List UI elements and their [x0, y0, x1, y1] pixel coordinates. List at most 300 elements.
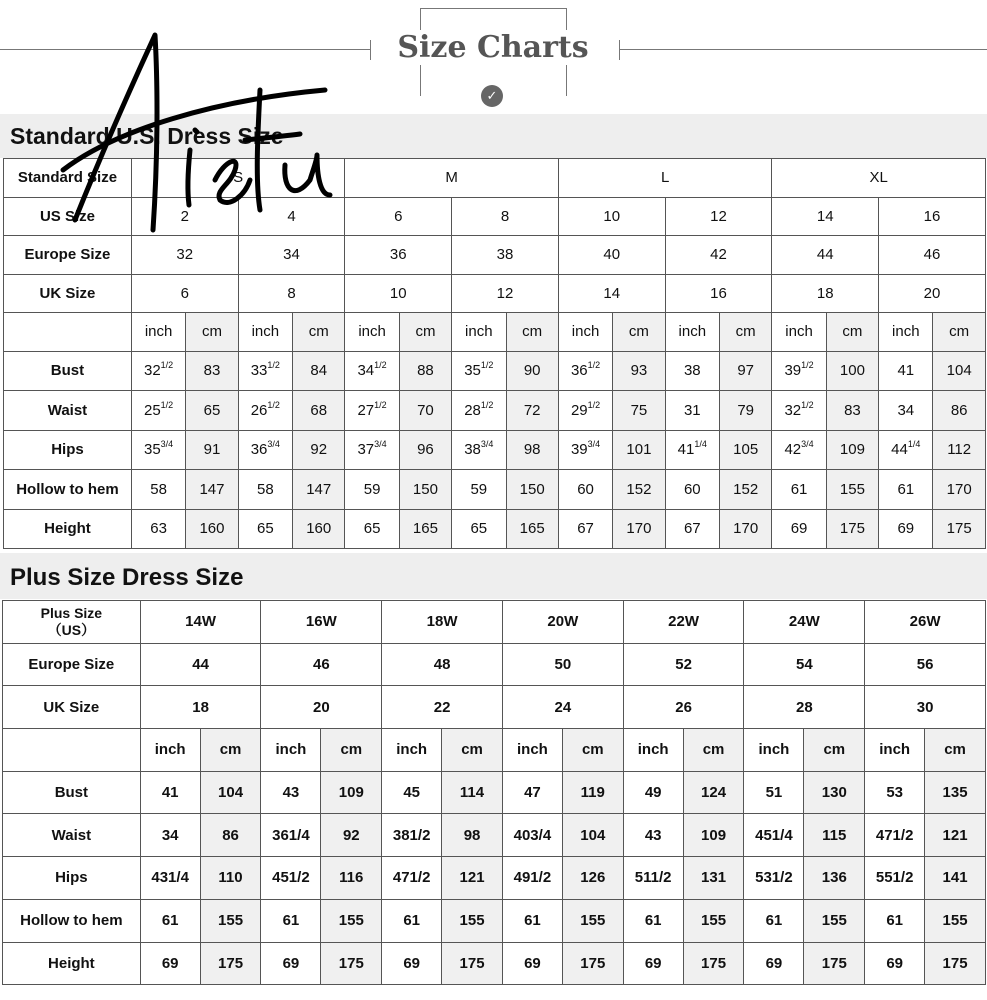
plus-uk-size-value: 18: [140, 686, 261, 729]
unit-cm-header: cm: [321, 729, 382, 772]
cm-value: 155: [683, 899, 744, 942]
cm-value: 104: [200, 771, 261, 814]
cm-value: 170: [933, 470, 985, 510]
standard-size-row: [4, 159, 986, 198]
inch-value: [452, 430, 506, 470]
inch-value: 431/4: [140, 857, 200, 900]
unit-cm-header: cm: [506, 313, 558, 352]
inch-value: [665, 351, 719, 391]
inch-value: [238, 430, 292, 470]
cm-value: 155: [562, 899, 623, 942]
cm-value: 175: [442, 942, 503, 985]
inch-whole: 39: [784, 362, 802, 380]
measure-label: Height: [4, 509, 132, 549]
plus-measure-row-hollow-to-hem: [3, 899, 986, 942]
cm-value: 175: [321, 942, 382, 985]
inch-whole: 38: [683, 362, 701, 380]
europe-size-value: 34: [238, 236, 345, 275]
cm-value: 83: [826, 391, 878, 431]
cm-value: 175: [200, 942, 261, 985]
cm-value: 126: [562, 857, 623, 900]
inch-value: [665, 391, 719, 431]
cm-value: 96: [399, 430, 451, 470]
plus-uk-size-row: [3, 686, 986, 729]
inch-value: [558, 391, 612, 431]
inch-value: [772, 470, 826, 510]
inch-value: [131, 430, 185, 470]
inch-whole: 44: [891, 441, 908, 459]
inch-whole: 34: [897, 401, 915, 419]
plus-europe-size-value: 48: [382, 643, 503, 686]
cm-value: 155: [442, 899, 503, 942]
inch-whole: 32: [784, 401, 802, 419]
cm-value: 175: [804, 942, 865, 985]
inch-value: [879, 509, 933, 549]
us-size-value: 8: [452, 197, 559, 236]
cm-value: 160: [293, 509, 345, 549]
cm-value: 75: [613, 391, 665, 431]
standard-size-label: Standard Size: [4, 159, 132, 198]
europe-size-value: 38: [452, 236, 559, 275]
cm-value: 92: [293, 430, 345, 470]
europe-size-value: 46: [879, 236, 986, 275]
inch-fraction: 3/4: [587, 439, 601, 450]
unit-cm-header: cm: [442, 729, 503, 772]
plus-europe-size-value: 52: [623, 643, 744, 686]
page-title: Size Charts: [376, 30, 610, 65]
inch-value: 51: [744, 771, 804, 814]
inch-fraction: 1/2: [480, 360, 494, 371]
cm-value: 98: [506, 430, 558, 470]
unit-cm-header: cm: [826, 313, 878, 352]
us-size-value: 4: [238, 197, 345, 236]
unit-cm-header: cm: [186, 313, 238, 352]
plus-us-size-value: 20W: [502, 601, 623, 644]
inch-whole: 58: [256, 480, 274, 498]
measure-label: Hollow to hem: [3, 899, 141, 942]
inch-value: [345, 470, 399, 510]
cm-value: 155: [826, 470, 878, 510]
unit-inch-header: inch: [238, 313, 292, 352]
unit-cm-header: cm: [925, 729, 986, 772]
inch-fraction: 1/2: [374, 360, 387, 371]
plus-uk-size-value: 30: [865, 686, 986, 729]
inch-fraction: 3/4: [374, 439, 387, 450]
inch-value: [238, 391, 292, 431]
inch-value: 61: [140, 899, 200, 942]
cm-value: 86: [200, 814, 261, 857]
inch-value: [345, 351, 399, 391]
cm-value: 131: [683, 857, 744, 900]
measure-label: Hollow to hem: [4, 470, 132, 510]
unit-cm-header: cm: [200, 729, 261, 772]
inch-whole: 60: [683, 480, 701, 498]
unit-inch-header: inch: [558, 313, 612, 352]
unit-cm-header: cm: [399, 313, 451, 352]
inch-whole: 67: [683, 520, 701, 538]
plus-size-label-line1: Plus Size: [40, 604, 103, 621]
cm-value: 121: [925, 814, 986, 857]
inch-value: [772, 351, 826, 391]
cm-value: 68: [293, 391, 345, 431]
plus-size-label-line2: （US）: [47, 621, 96, 638]
inch-whole: 65: [363, 520, 381, 538]
plus-us-size-value: 26W: [865, 601, 986, 644]
unit-inch-header: inch: [865, 729, 925, 772]
inch-fraction: 1/4: [694, 439, 707, 450]
inch-value: [665, 430, 719, 470]
cm-value: 155: [200, 899, 261, 942]
unit-inch-header: inch: [665, 313, 719, 352]
inch-value: [131, 470, 185, 510]
cm-value: 84: [293, 351, 345, 391]
unit-inch-header: inch: [452, 313, 506, 352]
cm-value: 175: [683, 942, 744, 985]
inch-fraction: 3/4: [160, 439, 174, 450]
measure-label: Hips: [4, 430, 132, 470]
inch-whole: 59: [363, 480, 381, 498]
uk-size-value: 6: [131, 274, 238, 313]
unit-cm-header: cm: [293, 313, 345, 352]
inch-whole: 37: [357, 441, 375, 459]
inch-value: 69: [623, 942, 683, 985]
cm-value: 152: [719, 470, 771, 510]
cm-value: 105: [719, 430, 771, 470]
plus-us-size-value: 14W: [140, 601, 261, 644]
unit-cm-header: cm: [719, 313, 771, 352]
inch-whole: 35: [464, 362, 481, 380]
plus-us-size-value: 16W: [261, 601, 382, 644]
europe-size-row: [4, 236, 986, 275]
inch-whole: 65: [256, 520, 274, 538]
inch-value: 491/2: [502, 857, 562, 900]
cm-value: 165: [506, 509, 558, 549]
inch-whole: 36: [250, 441, 268, 459]
inch-value: 403/4: [502, 814, 562, 857]
us-size-value: 14: [772, 197, 879, 236]
inch-value: 69: [502, 942, 562, 985]
unit-cm-header: cm: [933, 313, 985, 352]
europe-size-value: 42: [665, 236, 772, 275]
inch-value: 69: [865, 942, 925, 985]
us-size-value: 16: [879, 197, 986, 236]
uk-size-value: 14: [558, 274, 665, 313]
cm-value: 91: [186, 430, 238, 470]
cm-value: 114: [442, 771, 503, 814]
cm-value: 175: [562, 942, 623, 985]
unit-header-blank: [3, 729, 141, 772]
cm-value: 170: [613, 509, 665, 549]
inch-fraction: 1/4: [907, 439, 921, 450]
inch-fraction: 1/2: [801, 360, 814, 371]
cm-value: 141: [925, 857, 986, 900]
plus-us-size-value: 18W: [382, 601, 503, 644]
chevron-down-icon: ✓: [481, 85, 503, 107]
inch-fraction: 1/2: [267, 399, 280, 410]
inch-value: 471/2: [382, 857, 442, 900]
cm-value: 124: [683, 771, 744, 814]
cm-value: 93: [613, 351, 665, 391]
inch-value: [558, 430, 612, 470]
inch-value: [772, 509, 826, 549]
unit-inch-header: inch: [502, 729, 562, 772]
plus-europe-size-row: [3, 643, 986, 686]
plus-europe-size-value: 44: [140, 643, 261, 686]
inch-fraction: 1/2: [801, 399, 814, 410]
cm-value: 79: [719, 391, 771, 431]
inch-value: 471/2: [865, 814, 925, 857]
plus-uk-size-label: UK Size: [3, 686, 141, 729]
cm-value: 109: [826, 430, 878, 470]
inch-value: [879, 470, 933, 510]
unit-inch-header: inch: [261, 729, 321, 772]
inch-whole: 59: [470, 480, 488, 498]
standard-size-table: [3, 158, 986, 549]
cm-value: 104: [562, 814, 623, 857]
measure-label: Bust: [3, 771, 141, 814]
measure-row-bust: [4, 351, 986, 391]
uk-size-value: 10: [345, 274, 452, 313]
inch-value: 511/2: [623, 857, 683, 900]
inch-value: 43: [623, 814, 683, 857]
europe-size-label: Europe Size: [4, 236, 132, 275]
cm-value: 135: [925, 771, 986, 814]
uk-size-value: 16: [665, 274, 772, 313]
size-group-m: M: [345, 159, 558, 198]
inch-whole: 61: [897, 480, 915, 498]
measure-row-hips: [4, 430, 986, 470]
inch-whole: 25: [143, 401, 161, 419]
cm-value: 160: [186, 509, 238, 549]
plus-size-us-label: [3, 601, 141, 644]
inch-whole: 32: [143, 362, 161, 380]
inch-value: 43: [261, 771, 321, 814]
europe-size-value: 40: [558, 236, 665, 275]
inch-value: 69: [382, 942, 442, 985]
inch-value: 61: [623, 899, 683, 942]
inch-value: [879, 430, 933, 470]
plus-us-size-row: [3, 601, 986, 644]
inch-value: 45: [382, 771, 442, 814]
inch-whole: 67: [577, 520, 594, 538]
uk-size-value: 20: [879, 274, 986, 313]
cm-value: 109: [321, 771, 382, 814]
measure-label: Waist: [3, 814, 141, 857]
inch-whole: 58: [150, 480, 167, 498]
inch-value: [879, 391, 933, 431]
cm-value: 110: [200, 857, 261, 900]
inch-value: 451/4: [744, 814, 804, 857]
inch-fraction: 1/2: [480, 399, 494, 410]
size-group-xl: XL: [772, 159, 986, 198]
inch-value: [452, 470, 506, 510]
plus-measure-row-hips: [3, 857, 986, 900]
measure-label: Bust: [4, 351, 132, 391]
plus-unit-header-row: [3, 729, 986, 772]
plus-europe-size-value: 56: [865, 643, 986, 686]
measure-row-hollow-to-hem: [4, 470, 986, 510]
inch-value: 361/4: [261, 814, 321, 857]
plus-measure-row-height: [3, 942, 986, 985]
inch-value: 47: [502, 771, 562, 814]
unit-inch-header: inch: [382, 729, 442, 772]
inch-fraction: 3/4: [801, 439, 814, 450]
inch-value: 34: [140, 814, 200, 857]
unit-inch-header: inch: [772, 313, 826, 352]
inch-fraction: 1/2: [160, 360, 174, 371]
cm-value: 70: [399, 391, 451, 431]
inch-value: [665, 470, 719, 510]
plus-us-size-value: 24W: [744, 601, 865, 644]
inch-fraction: 1/2: [587, 399, 601, 410]
inch-value: [558, 509, 612, 549]
cm-value: 98: [442, 814, 503, 857]
inch-fraction: 1/2: [587, 360, 601, 371]
inch-whole: 69: [897, 520, 915, 538]
size-group-s: S: [131, 159, 344, 198]
uk-size-value: 8: [238, 274, 345, 313]
inch-value: 49: [623, 771, 683, 814]
cm-value: 170: [719, 509, 771, 549]
inch-whole: 69: [790, 520, 808, 538]
inch-value: 69: [140, 942, 200, 985]
inch-value: [238, 509, 292, 549]
us-size-value: 6: [345, 197, 452, 236]
inch-whole: 35: [143, 441, 161, 459]
unit-inch-header: inch: [623, 729, 683, 772]
us-size-row: [4, 197, 986, 236]
cm-value: 121: [442, 857, 503, 900]
europe-size-value: 44: [772, 236, 879, 275]
cm-value: 83: [186, 351, 238, 391]
inch-value: [131, 509, 185, 549]
plus-uk-size-value: 24: [502, 686, 623, 729]
measure-label: Waist: [4, 391, 132, 431]
inch-fraction: 1/2: [374, 399, 387, 410]
inch-value: [238, 470, 292, 510]
inch-value: [345, 430, 399, 470]
inch-value: 61: [865, 899, 925, 942]
cm-value: 152: [613, 470, 665, 510]
inch-value: [558, 351, 612, 391]
cm-value: 116: [321, 857, 382, 900]
plus-europe-size-label: Europe Size: [3, 643, 141, 686]
cm-value: 136: [804, 857, 865, 900]
inch-whole: 36: [570, 362, 588, 380]
unit-cm-header: cm: [562, 729, 623, 772]
cm-value: 100: [826, 351, 878, 391]
inch-value: 53: [865, 771, 925, 814]
plus-uk-size-value: 22: [382, 686, 503, 729]
cm-value: 175: [933, 509, 985, 549]
header-tick-right: [619, 40, 620, 60]
inch-whole: 65: [470, 520, 488, 538]
inch-value: [452, 351, 506, 391]
cm-value: 112: [933, 430, 985, 470]
inch-value: 41: [140, 771, 200, 814]
inch-fraction: 3/4: [267, 439, 280, 450]
inch-value: 551/2: [865, 857, 925, 900]
cm-value: 109: [683, 814, 744, 857]
cm-value: 86: [933, 391, 985, 431]
plus-measure-row-waist: [3, 814, 986, 857]
cm-value: 130: [804, 771, 865, 814]
cm-value: 150: [399, 470, 451, 510]
inch-whole: 39: [570, 441, 588, 459]
plus-size-table: [2, 600, 986, 985]
europe-size-value: 36: [345, 236, 452, 275]
inch-value: [131, 391, 185, 431]
us-size-label: US Size: [4, 197, 132, 236]
header-rule-right: [620, 49, 987, 50]
measure-row-height: [4, 509, 986, 549]
measure-row-waist: [4, 391, 986, 431]
us-size-value: 12: [665, 197, 772, 236]
inch-value: 61: [261, 899, 321, 942]
cm-value: 115: [804, 814, 865, 857]
inch-whole: 29: [570, 401, 588, 419]
inch-whole: 27: [357, 401, 375, 419]
inch-fraction: 1/2: [267, 360, 280, 371]
cm-value: 88: [399, 351, 451, 391]
uk-size-row: [4, 274, 986, 313]
inch-whole: 60: [577, 480, 594, 498]
inch-value: [772, 430, 826, 470]
cm-value: 147: [293, 470, 345, 510]
cm-value: 147: [186, 470, 238, 510]
us-size-value: 2: [131, 197, 238, 236]
inch-whole: 33: [250, 362, 268, 380]
cm-value: 97: [719, 351, 771, 391]
inch-whole: 42: [784, 441, 802, 459]
uk-size-value: 12: [452, 274, 559, 313]
inch-value: [665, 509, 719, 549]
measure-label: Hips: [3, 857, 141, 900]
cm-value: 150: [506, 470, 558, 510]
unit-cm-header: cm: [804, 729, 865, 772]
standard-section-title: Standard U.S. Dress Size: [0, 114, 987, 158]
inch-value: [879, 351, 933, 391]
plus-us-size-value: 22W: [623, 601, 744, 644]
inch-whole: 26: [250, 401, 268, 419]
inch-whole: 34: [357, 362, 375, 380]
inch-whole: 41: [897, 362, 915, 380]
inch-whole: 38: [464, 441, 481, 459]
inch-value: 381/2: [382, 814, 442, 857]
uk-size-value: 18: [772, 274, 879, 313]
inch-fraction: 3/4: [480, 439, 494, 450]
plus-section-title: Plus Size Dress Size: [0, 553, 987, 599]
inch-value: 61: [382, 899, 442, 942]
unit-inch-header: inch: [744, 729, 804, 772]
unit-header-blank: [4, 313, 132, 352]
inch-value: 61: [744, 899, 804, 942]
inch-fraction: 1/2: [160, 399, 174, 410]
inch-whole: 63: [150, 520, 167, 538]
unit-cm-header: cm: [683, 729, 744, 772]
cm-value: 175: [925, 942, 986, 985]
inch-whole: 41: [677, 441, 695, 459]
inch-whole: 28: [464, 401, 481, 419]
europe-size-value: 32: [131, 236, 238, 275]
plus-europe-size-value: 50: [502, 643, 623, 686]
cm-value: 119: [562, 771, 623, 814]
inch-value: [452, 391, 506, 431]
us-size-value: 10: [558, 197, 665, 236]
unit-inch-header: inch: [879, 313, 933, 352]
cm-value: 175: [826, 509, 878, 549]
inch-value: 69: [261, 942, 321, 985]
